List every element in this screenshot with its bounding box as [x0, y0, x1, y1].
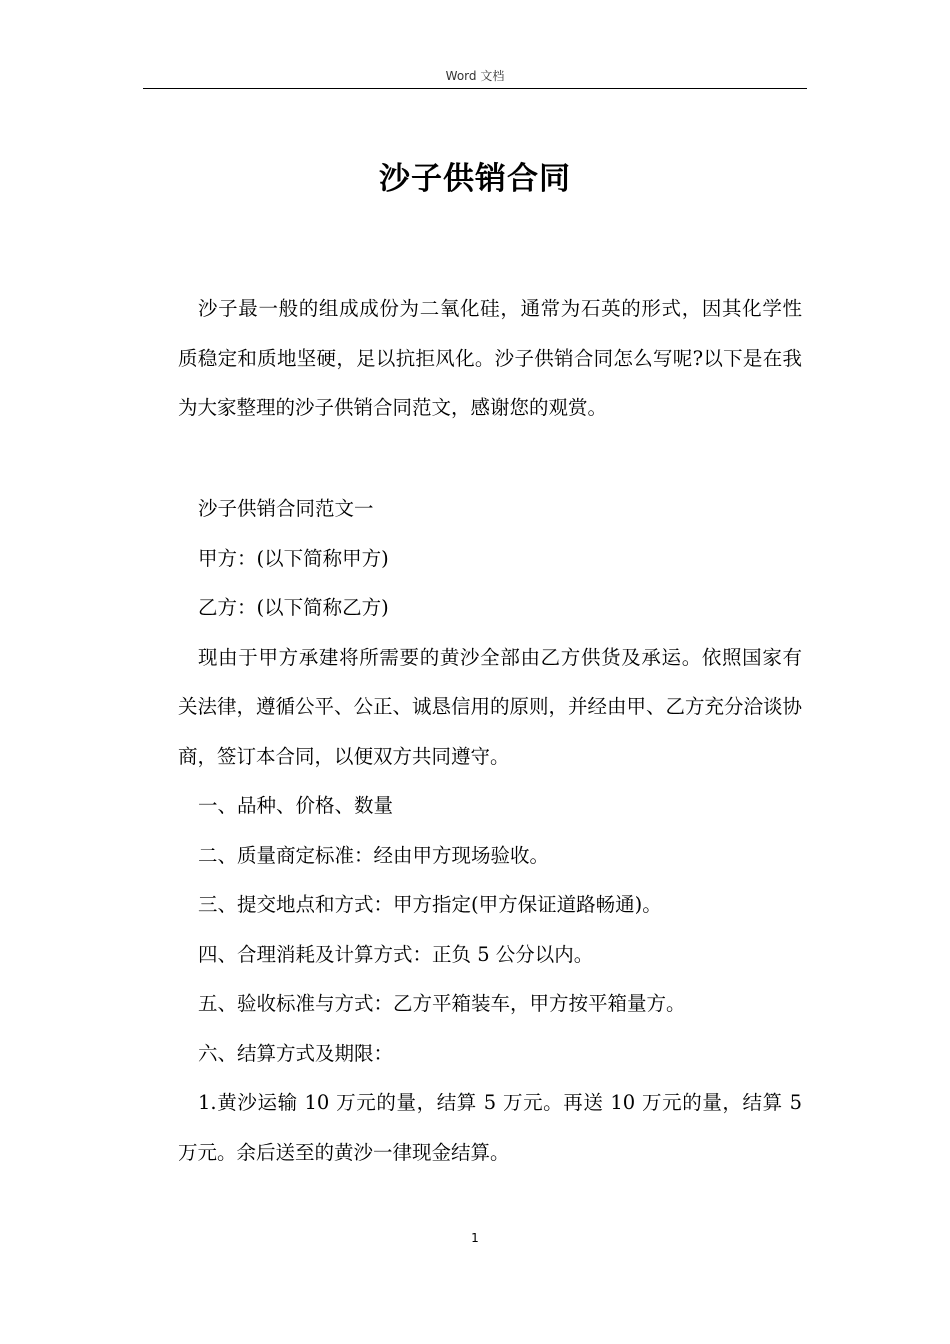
clause-5-acceptance: 五、验收标准与方式：乙方平箱装车，甲方按平箱量方。	[198, 992, 686, 1015]
clause-3-delivery: 三、提交地点和方式：甲方指定(甲方保证道路畅通)。	[198, 893, 662, 916]
contract-section-title: 沙子供销合同范文一	[198, 497, 374, 520]
header-label: Word 文档	[445, 69, 505, 83]
page-number: 1	[471, 1231, 479, 1245]
intro-section	[178, 284, 802, 433]
document-title: 沙子供销合同	[379, 161, 571, 197]
contract-body	[178, 484, 802, 1177]
party-a-line: 甲方：(以下简称甲方)	[198, 546, 389, 570]
page-header	[143, 66, 807, 89]
clause-2-quality: 二、质量商定标准：经由甲方现场验收。	[198, 843, 550, 867]
clause-1-heading: 一、品种、价格、数量	[198, 794, 394, 817]
settlement-item-1: 1.黄沙运输 10 万元的量，结算 5 万元。再送 10 万元的量，结算 5 万元。余后送至的黄沙一律现金结算。	[178, 1091, 802, 1164]
clause-4-consumption: 四、合理消耗及计算方式：正负 5 公分以内。	[198, 942, 594, 966]
clause-6-settlement: 六、结算方式及期限：	[198, 1041, 394, 1065]
preamble-paragraph: 现由于甲方承建将所需要的黄沙全部由乙方供货及承运。依照国家有关法律，遵循公平、公正、诚恳信用的原则，并经由甲、乙方充分洽谈协商，签订本合同，以便双方共同遵守。	[178, 645, 803, 768]
intro-paragraph: 沙子最一般的组成成份为二氧化硅，通常为石英的形式，因其化学性质稳定和质地坚硬，足以抗拒风化。沙子供销合同怎么写呢?以下是在我为大家整理的沙子供销合同范文，感谢您的观赏。	[178, 297, 802, 419]
party-b-line: 乙方：(以下简称乙方)	[198, 596, 389, 619]
